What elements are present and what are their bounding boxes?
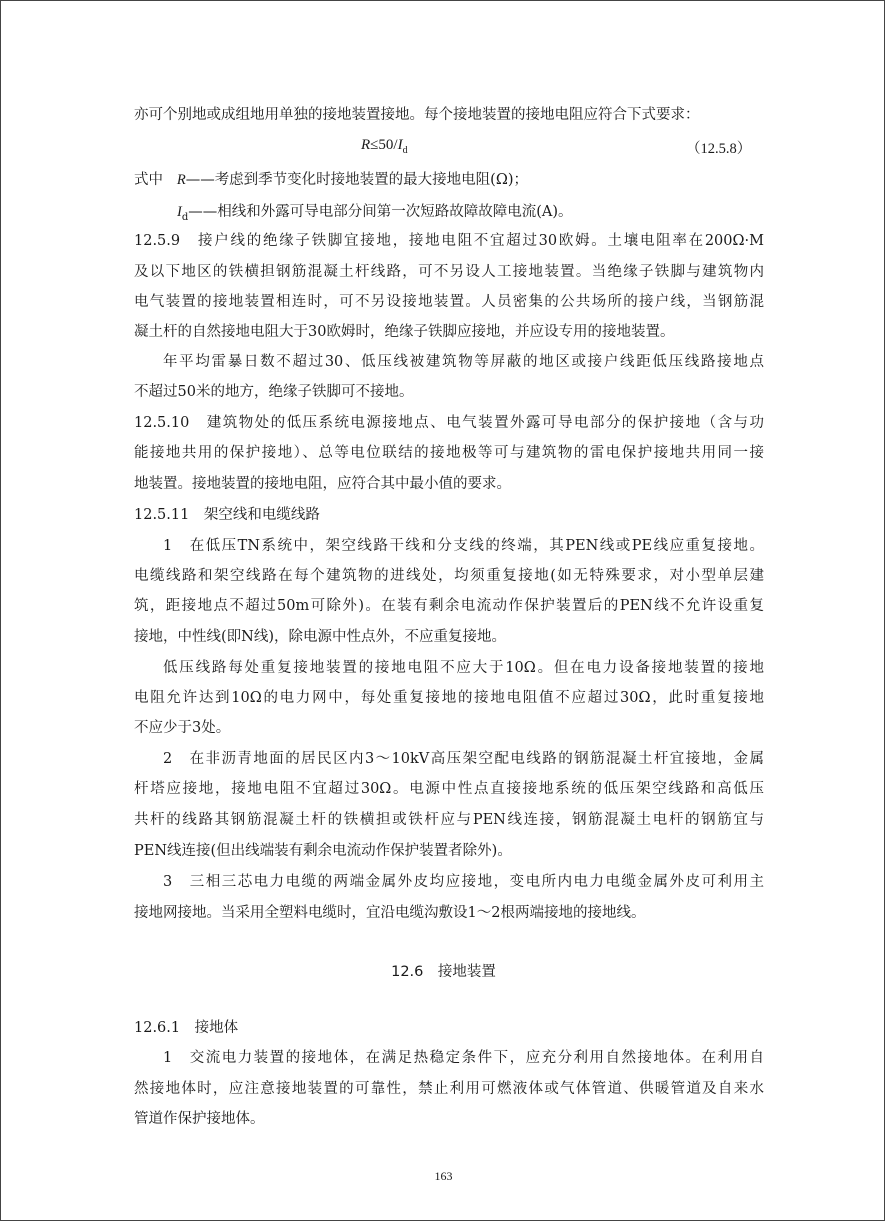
text-line: 不应少于3处。 <box>134 720 231 736</box>
text-line: 1 交流电力装置的接地体，在满足热稳定条件下，应充分利用自然接地体。在利用自 <box>163 1050 764 1066</box>
definition-symbol: I <box>177 204 182 220</box>
text-line: 地装置。接地装置的接地电阻，应符合其中最小值的要求。 <box>134 476 511 492</box>
definition-subscript: d <box>181 211 189 223</box>
definition-symbol: R <box>176 172 186 188</box>
text-line: PEN线连接(但出线端装有剩余电流动作保护装置者除外)。 <box>134 843 512 859</box>
text-line: 12.5.9 接户线的绝缘子铁脚宜接地，接地电阻不宜超过30欧姆。土壤电阻率在200Ω·M <box>134 233 764 249</box>
text-line: 低压线路每处重复接地装置的接地电阻不应大于10Ω。但在电力设备接地装置的接地 <box>163 660 764 676</box>
chapter-section-title: 12.6 接地装置 <box>391 964 496 980</box>
text-line: 电气装置的接地装置相连时，可不另设接地装置。人员密集的公共场所的接户线，当钢筋混 <box>134 294 764 310</box>
definition-id <box>177 200 573 223</box>
text-line: 共杆的线路其钢筋混凝土杆的铁横担或铁杆应与PEN线连接，钢筋混凝土电杆的钢筋宜与 <box>134 812 764 828</box>
text-line: 筑，距接地点不超过50m可除外)。在装有剩余电流动作保护装置后的PEN线不允许设重复 <box>134 598 764 614</box>
text-line: 2 在非沥青地面的居民区内3～10kV高压架空配电线路的钢筋混凝土杆宜接地，金属 <box>163 751 764 767</box>
section-heading: 12.6.1 接地体 <box>134 1020 239 1036</box>
text-line: 电缆线路和架空线路在每个建筑物的进线处，均须重复接地(如无特殊要求，对小型单层建 <box>134 568 764 584</box>
text-line: 年平均雷暴日数不超过30、低压线被建筑物等屏蔽的地区或接户线距低压线路接地点 <box>163 354 764 370</box>
formula-relation: ≤50/ <box>370 137 398 153</box>
text-line: 亦可个别地或成组地用单独的接地装置接地。每个接地装置的接地电阻应符合下式要求： <box>134 107 700 123</box>
formula-subscript: d <box>402 145 408 156</box>
definition-r <box>134 168 528 189</box>
definition-text: ——相线和外露可导电部分间第一次短路故障故障电流(A)。 <box>188 204 573 220</box>
formula <box>361 137 408 156</box>
definition-prefix: 式中 <box>134 172 163 188</box>
formula-variable: I <box>397 137 403 153</box>
text-line: 凝土杆的自然接地电阻大于30欧姆时，绝缘子铁脚应接地，并应设专用的接地装置。 <box>134 324 675 340</box>
page-number: 163 <box>434 1169 453 1183</box>
equation-number: （12.5.8） <box>686 141 752 157</box>
text-line: 杆塔应接地，接地电阻不宜超过30Ω。电源中性点直接接地系统的低压架空线路和高低压 <box>134 781 764 797</box>
text-line: 及以下地区的铁横担钢筋混凝土杆线路，可不另设人工接地装置。当绝缘子铁脚与建筑物内 <box>134 264 764 280</box>
text-line: 1 在低压TN系统中，架空线路干线和分支线的终端，其PEN线或PE线应重复接地。 <box>163 538 764 554</box>
text-line: 12.5.10 建筑物处的低压系统电源接地点、电气装置外露可导电部分的保护接地（含与功 <box>134 415 764 431</box>
text-line: 然接地体时，应注意接地装置的可靠性，禁止利用可燃液体或气体管道、供暖管道及自来水 <box>134 1081 764 1097</box>
section-heading: 12.5.11 架空线和电缆线路 <box>134 507 320 523</box>
text-line: 3 三相三芯电力电缆的两端金属外皮均应接地，变电所内电力电缆金属外皮可利用主 <box>163 874 764 890</box>
text-line: 接地网接地。当采用全塑料电缆时，宜沿电缆沟敷设1～2根两端接地的接地线。 <box>134 905 646 921</box>
text-line: 能接地共用的保护接地）、总等电位联结的接地极等可与建筑物的雷电保护接地共用同一接 <box>134 445 764 461</box>
text-line: 不超过50米的地方，绝缘子铁脚可不接地。 <box>134 384 414 400</box>
definition-text: ——考虑到季节变化时接地装置的最大接地电阻(Ω)； <box>185 172 529 188</box>
text-line: 接地，中性线(即N线)，除电源中性点外，不应重复接地。 <box>134 629 506 645</box>
text-line: 电阻允许达到10Ω的电力网中，每处重复接地的接地电阻值不应超过30Ω，此时重复接地 <box>134 690 764 706</box>
text-line: 管道作保护接地体。 <box>134 1111 265 1127</box>
formula-lhs: R <box>361 137 371 153</box>
